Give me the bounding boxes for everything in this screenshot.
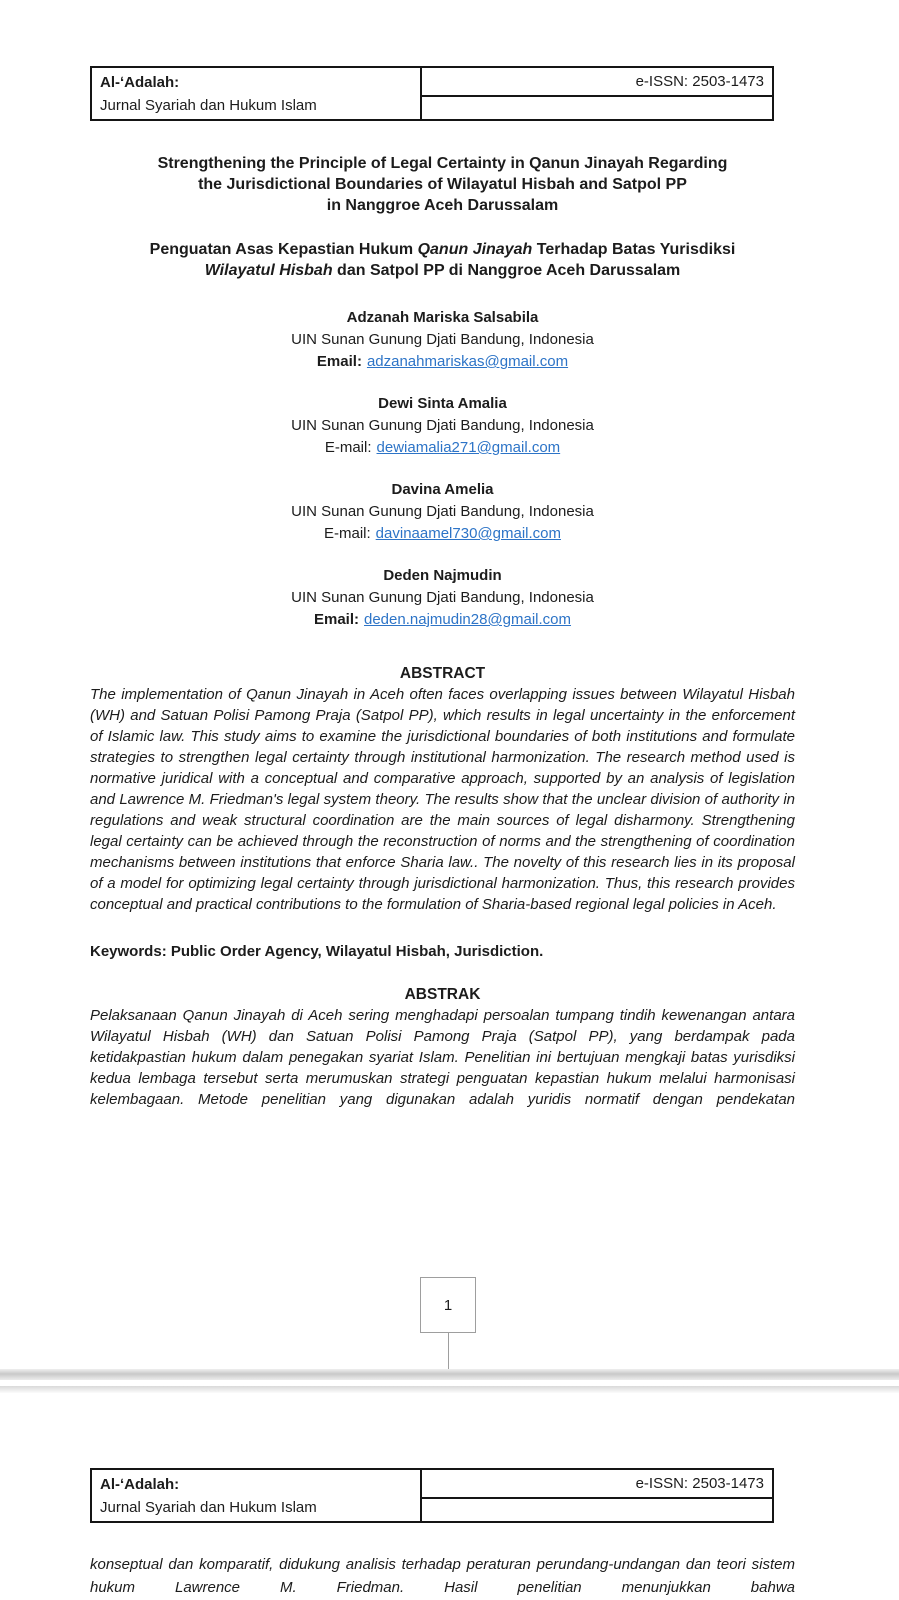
journal-issn: e-ISSN: 2503-1473: [421, 1469, 773, 1498]
title-indonesian: [90, 239, 795, 281]
journal-title: Al-ʻAdalah:: [100, 1475, 180, 1493]
author-name: Adzanah Mariska Salsabila: [346, 309, 539, 326]
journal-header-table: [90, 66, 774, 121]
title-english-line-1: Strengthening the Principle of Legal Certainty in Qanun Jinayah Regarding: [157, 155, 728, 172]
email-label: Email:: [313, 611, 359, 628]
author-block-2: [90, 393, 795, 459]
author-block-3: [90, 479, 795, 545]
keywords-line: Keywords: Public Order Agency, Wilayatul Hisbah, Jurisdiction.: [90, 943, 544, 960]
abstract-heading: ABSTRACT: [399, 665, 486, 682]
journal-issn: e-ISSN: 2503-1473: [421, 67, 773, 96]
abstrak-heading: ABSTRAK: [404, 986, 481, 1003]
page-break-bar-top: [0, 1369, 899, 1380]
title-english: [90, 153, 795, 216]
title-english-line-2: the Jurisdictional Boundaries of Wilayatul Hisbah and Satpol PP: [198, 176, 687, 193]
abstrak-text: Pelaksanaan Qanun Jinayah di Aceh sering menghadapi persoalan tumpang tindih kewenangan antara Wilayatul Hisbah (WH) dan Satuan Polisi Pamong Praja (Satpol PP), yang berdampak pada ketidakpastian hukum dalam penegakan syariat Islam. Penelitian ini bertujuan mengkaji batas yurisdiksi kedua lembaga tersebut serta merumuskan strategi penguatan kepastian hukum melalui harmonisasi kelembagaan. Metode penelitian yang digunakan adalah yuridis normatif dengan pendekatan: [90, 1007, 795, 1108]
title-id-italic: Wilayatul Hisbah: [204, 262, 333, 279]
page-break-bar-bottom: [0, 1386, 899, 1393]
title-id-text: dan Satpol PP di Nanggroe Aceh Darussalam: [332, 262, 681, 279]
title-indonesian-line-1: [90, 239, 795, 260]
title-indonesian-line-2: [90, 260, 795, 281]
title-english-line-3: in Nanggroe Aceh Darussalam: [326, 197, 559, 214]
title-id-italic: Qanun Jinayah: [417, 241, 533, 258]
email-label: E-mail:: [324, 439, 372, 456]
journal-subtitle: Jurnal Syariah dan Hukum Islam: [100, 1498, 317, 1516]
author-email-line: [90, 609, 795, 631]
email-label: E-mail:: [324, 525, 371, 542]
email-label: Email:: [316, 353, 362, 370]
journal-issn-empty-cell: [421, 96, 773, 120]
author-email-link[interactable]: adzanahmariskas@gmail.com: [366, 353, 569, 370]
title-id-text: Penguatan Asas Kepastian Hukum: [149, 241, 418, 258]
author-email-line: [90, 437, 795, 459]
journal-issn-empty-cell: [421, 1498, 773, 1522]
journal-subtitle: Jurnal Syariah dan Hukum Islam: [100, 96, 317, 114]
author-name: Davina Amelia: [391, 481, 494, 498]
continued-abstrak-text: konseptual dan komparatif, didukung analisis terhadap peraturan perundang-undangan dan teori sistem hukum Lawrence M. Friedman. Hasil penelitian menunjukkan bahwa: [90, 1556, 795, 1596]
author-email-link[interactable]: dewiamalia271@gmail.com: [376, 439, 561, 456]
page-number-box: [420, 1277, 476, 1333]
journal-header-table-2: [90, 1468, 774, 1523]
journal-name-cell: [91, 1469, 421, 1522]
page-2: [0, 1468, 899, 1599]
author-block-4: [90, 565, 795, 631]
author-email-link[interactable]: davinaamel730@gmail.com: [375, 525, 561, 542]
author-email-link[interactable]: deden.najmudin28@gmail.com: [364, 611, 572, 628]
author-email-line: [90, 523, 795, 545]
title-id-text: Terhadap Batas Yurisdiksi: [532, 241, 736, 258]
journal-title: Al-ʻAdalah:: [100, 73, 180, 91]
author-email-line: [90, 351, 795, 373]
author-name: Dewi Sinta Amalia: [378, 395, 507, 412]
abstract-text: The implementation of Qanun Jinayah in Aceh often faces overlapping issues between Wilayatul Hisbah (WH) and Satuan Polisi Pamong Praja (Satpol PP), which results in legal uncertainty in the enforcement of Islamic law. This study aims to examine the jurisdictional boundaries of both institutions and formulate strategies to strengthen legal certainty through institutional harmonization. The research method used is normative juridical with a conceptual and comparative approach, supported by an analysis of legislation and Lawrence M. Friedman's legal system theory. The results show that the unclear division of authority in regulations and weak structural coordination are the main sources of legal disharmony. Strengthening legal certainty can be achieved through the reconstruction of norms and the strengthening of coordination mechanisms between institutions that enforce Sharia law.. The novelty of this research lies in its proposal of a model for optimizing legal certainty through jurisdictional harmonization. Thus, this research provides conceptual and practical contributions to the formulation of Sharia-based regional legal policies in Aceh.: [90, 686, 795, 913]
journal-name-cell: [91, 67, 421, 120]
author-block-1: [90, 307, 795, 373]
author-affiliation: UIN Sunan Gunung Djati Bandung, Indonesia: [291, 503, 594, 520]
author-name: Deden Najmudin: [383, 567, 502, 584]
author-affiliation: UIN Sunan Gunung Djati Bandung, Indonesia: [291, 589, 594, 606]
page-number-stem: [448, 1333, 449, 1371]
page-number: 1: [443, 1296, 453, 1314]
author-affiliation: UIN Sunan Gunung Djati Bandung, Indonesia: [291, 417, 594, 434]
author-affiliation: UIN Sunan Gunung Djati Bandung, Indonesia: [291, 331, 594, 348]
